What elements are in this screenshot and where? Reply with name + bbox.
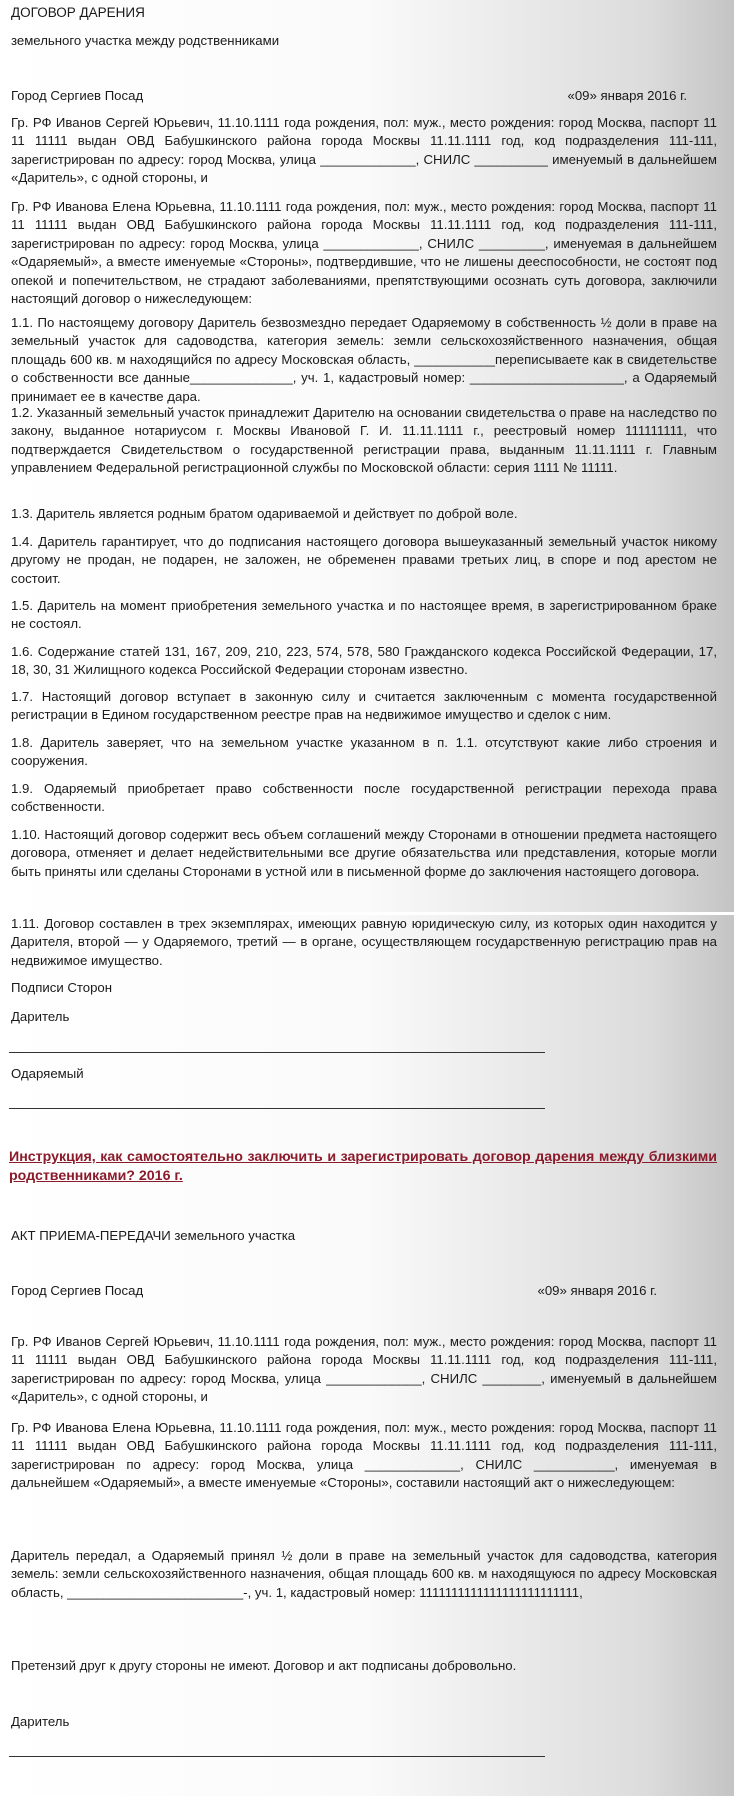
act-place-date bbox=[11, 1282, 717, 1300]
contract-subtitle: земельного участка между родственниками bbox=[11, 33, 280, 48]
clause-1-11: 1.11. Договор составлен в трех экземплярах, имеющих равную юридическую силу, из которых один находится у Дарителя, второй — у Одаряемого, третий — в органе, осуществляющем государственную регистрацию прав на недвижимое имущество. bbox=[11, 916, 717, 968]
act-claims-text: Претензий друг к другу стороны не имеют. Договор и акт подписаны добровольно. bbox=[11, 1658, 517, 1673]
act-title: АКТ ПРИЕМА-ПЕРЕДАЧИ земельного участка bbox=[11, 1228, 296, 1243]
contract-date: «09» января 2016 г. bbox=[567, 88, 687, 103]
clause-1-5: 1.5. Даритель на момент приобретения земельного участка и по настоящее время, в зарегистрированном браке не состоял. bbox=[11, 598, 717, 632]
act-transfer-text: Даритель передал, а Одаряемый принял ½ доли в праве на земельный участок для садоводства, категория земель: земли сельскохозяйственного назначения, общая площадь 600 кв. м находящуюся по адресу Московская область, ________________________-, уч. 1, кадастровый номер: 1111111111111111111111111, bbox=[11, 1548, 717, 1600]
donor-signature-line bbox=[9, 1052, 545, 1053]
contract-party-donor: Гр. РФ Иванов Сергей Юрьевич, 11.10.1111 года рождения, пол: муж., место рождения: город Москва, паспорт 11 11 11111 выдан ОВД Бабушкинского района города Москвы 11.11.1111 год, код подразделения 111-111, зарегистрирован по адресу: город Москва, улица _____________, СНИЛС __________ именуемый в дальнейшем «Даритель», с одной стороны, и bbox=[11, 115, 717, 186]
instruction-link[interactable]: Инструкция, как самостоятельно заключить и зарегистрировать договор дарения между близкими родственниками? 2016 г. bbox=[9, 1149, 717, 1184]
contract-city: Город Сергиев Посад bbox=[11, 88, 144, 103]
contract-title: ДОГОВОР ДАРЕНИЯ bbox=[11, 5, 145, 20]
act-date: «09» января 2016 г. bbox=[537, 1283, 657, 1298]
act-donor-signature-line bbox=[9, 1756, 545, 1757]
recipient-label: Одаряемый bbox=[11, 1066, 84, 1081]
act-party-donor: Гр. РФ Иванов Сергей Юрьевич, 11.10.1111 года рождения, пол: муж., место рождения: город Москва, паспорт 11 11 11111 выдан ОВД Бабушкинского района города Москвы 11.11.1111 год, код подразделения 111-111, зарегистрирован по адресу: город Москва, улица _____________, СНИЛС ________, именуемый в дальнейшем «Даритель», с одной стороны, и bbox=[11, 1334, 717, 1405]
clause-1-4: 1.4. Даритель гарантирует, что до подписания настоящего договора вышеуказанный земельный участок никому другому не продан, не подарен, не заложен, не обременен правами третьих лиц, в споре и под арестом не состоит. bbox=[11, 534, 717, 586]
contract-party-recipient: Гр. РФ Иванова Елена Юрьевна, 11.10.1111 года рождения, пол: муж., место рождения: город Москва, паспорт 11 11 11111 выдан ОВД Бабушкинского района города Москвы 11.11.1111 год, код подразделения 111-111, зарегистрирован по адресу: город Москва, улица _____________, СНИЛС _________, именуемая в дальнейшем «Одаряемый», а вместе именуемые «Стороны», подтвердившие, что не лишены дееспособности, не состоят под опекой и попечительством, не страдают заболеваниями, препятствующими осознать суть договора, заключили настоящий договор о нижеследующем: bbox=[11, 199, 717, 307]
recipient-signature-line bbox=[9, 1108, 545, 1109]
contract-place-date bbox=[11, 87, 717, 105]
act-city: Город Сергиев Посад bbox=[11, 1283, 144, 1298]
clause-1-6: 1.6. Содержание статей 131, 167, 209, 210, 223, 574, 578, 580 Гражданского кодекса Российской Федерации, 17, 18, 30, 31 Жилищного кодекса Российской Федерации сторонам известно. bbox=[11, 644, 717, 678]
clause-1-7: 1.7. Настоящий договор вступает в законную силу и считается заключенным с момента государственной регистрации в Едином государственном реестре прав на недвижимое имущество и сделок с ним. bbox=[11, 689, 717, 723]
clause-1-8: 1.8. Даритель заверяет, что на земельном участке указанном в п. 1.1. отсутствуют какие либо строения и сооружения. bbox=[11, 735, 717, 769]
donor-label: Даритель bbox=[11, 1009, 70, 1024]
act-donor-label: Даритель bbox=[11, 1714, 70, 1729]
clause-1-3: 1.3. Даритель является родным братом одариваемой и действует по доброй воле. bbox=[11, 506, 518, 521]
signatures-title: Подписи Сторон bbox=[11, 980, 113, 995]
clause-1-10: 1.10. Настоящий договор содержит весь объем соглашений между Сторонами в отношении предмета настоящего договора, отменяет и делает недействительными все другие обязательства или представления, которые могли быть приняты или сделаны Сторонами в устной или в письменной форме до заключения настоящего договора. bbox=[11, 827, 717, 879]
clause-1-9: 1.9. Одаряемый приобретает право собственности после государственной регистрации перехода права собственности. bbox=[11, 781, 717, 815]
clause-1-1: 1.1. По настоящему договору Даритель безвозмездно передает Одаряемому в собственность ½ доли в праве на земельный участок для садоводства, категория земель: земли сельскохозяйственного назначения, общая площадь 600 кв. м находящийся по адресу Московская область, ___________переписываете как в свидетельстве о собственности все данные______________, уч. 1, кадастровый номер: _____________________, а Одаряемый принимает ее в качестве дара. bbox=[11, 315, 717, 404]
clause-1-2: 1.2. Указанный земельный участок принадлежит Дарителю на основании свидетельства о праве на наследство по закону, выданное нотариусом г. Москвы Ивановой Г. И. 11.11.1111 г., реестровый номер 111111111, что подтверждается Свидетельством о государственной регистрации права, выданным 11.11.1111 г. Главным управлением Федеральной регистрационной службы по Московской области: серия 1111 № 11111. bbox=[11, 405, 717, 476]
act-party-recipient: Гр. РФ Иванова Елена Юрьевна, 11.10.1111 года рождения, пол: муж., место рождения: город Москва, паспорт 11 11 11111 выдан ОВД Бабушкинского района города Москвы 11.11.1111 год, код подразделения 111-111, зарегистрирован по адресу: город Москва, улица _____________, СНИЛС ___________, именуемая в дальнейшем «Одаряемый», а вместе именуемые «Стороны», составили настоящий акт о нижеследующем: bbox=[11, 1420, 717, 1491]
